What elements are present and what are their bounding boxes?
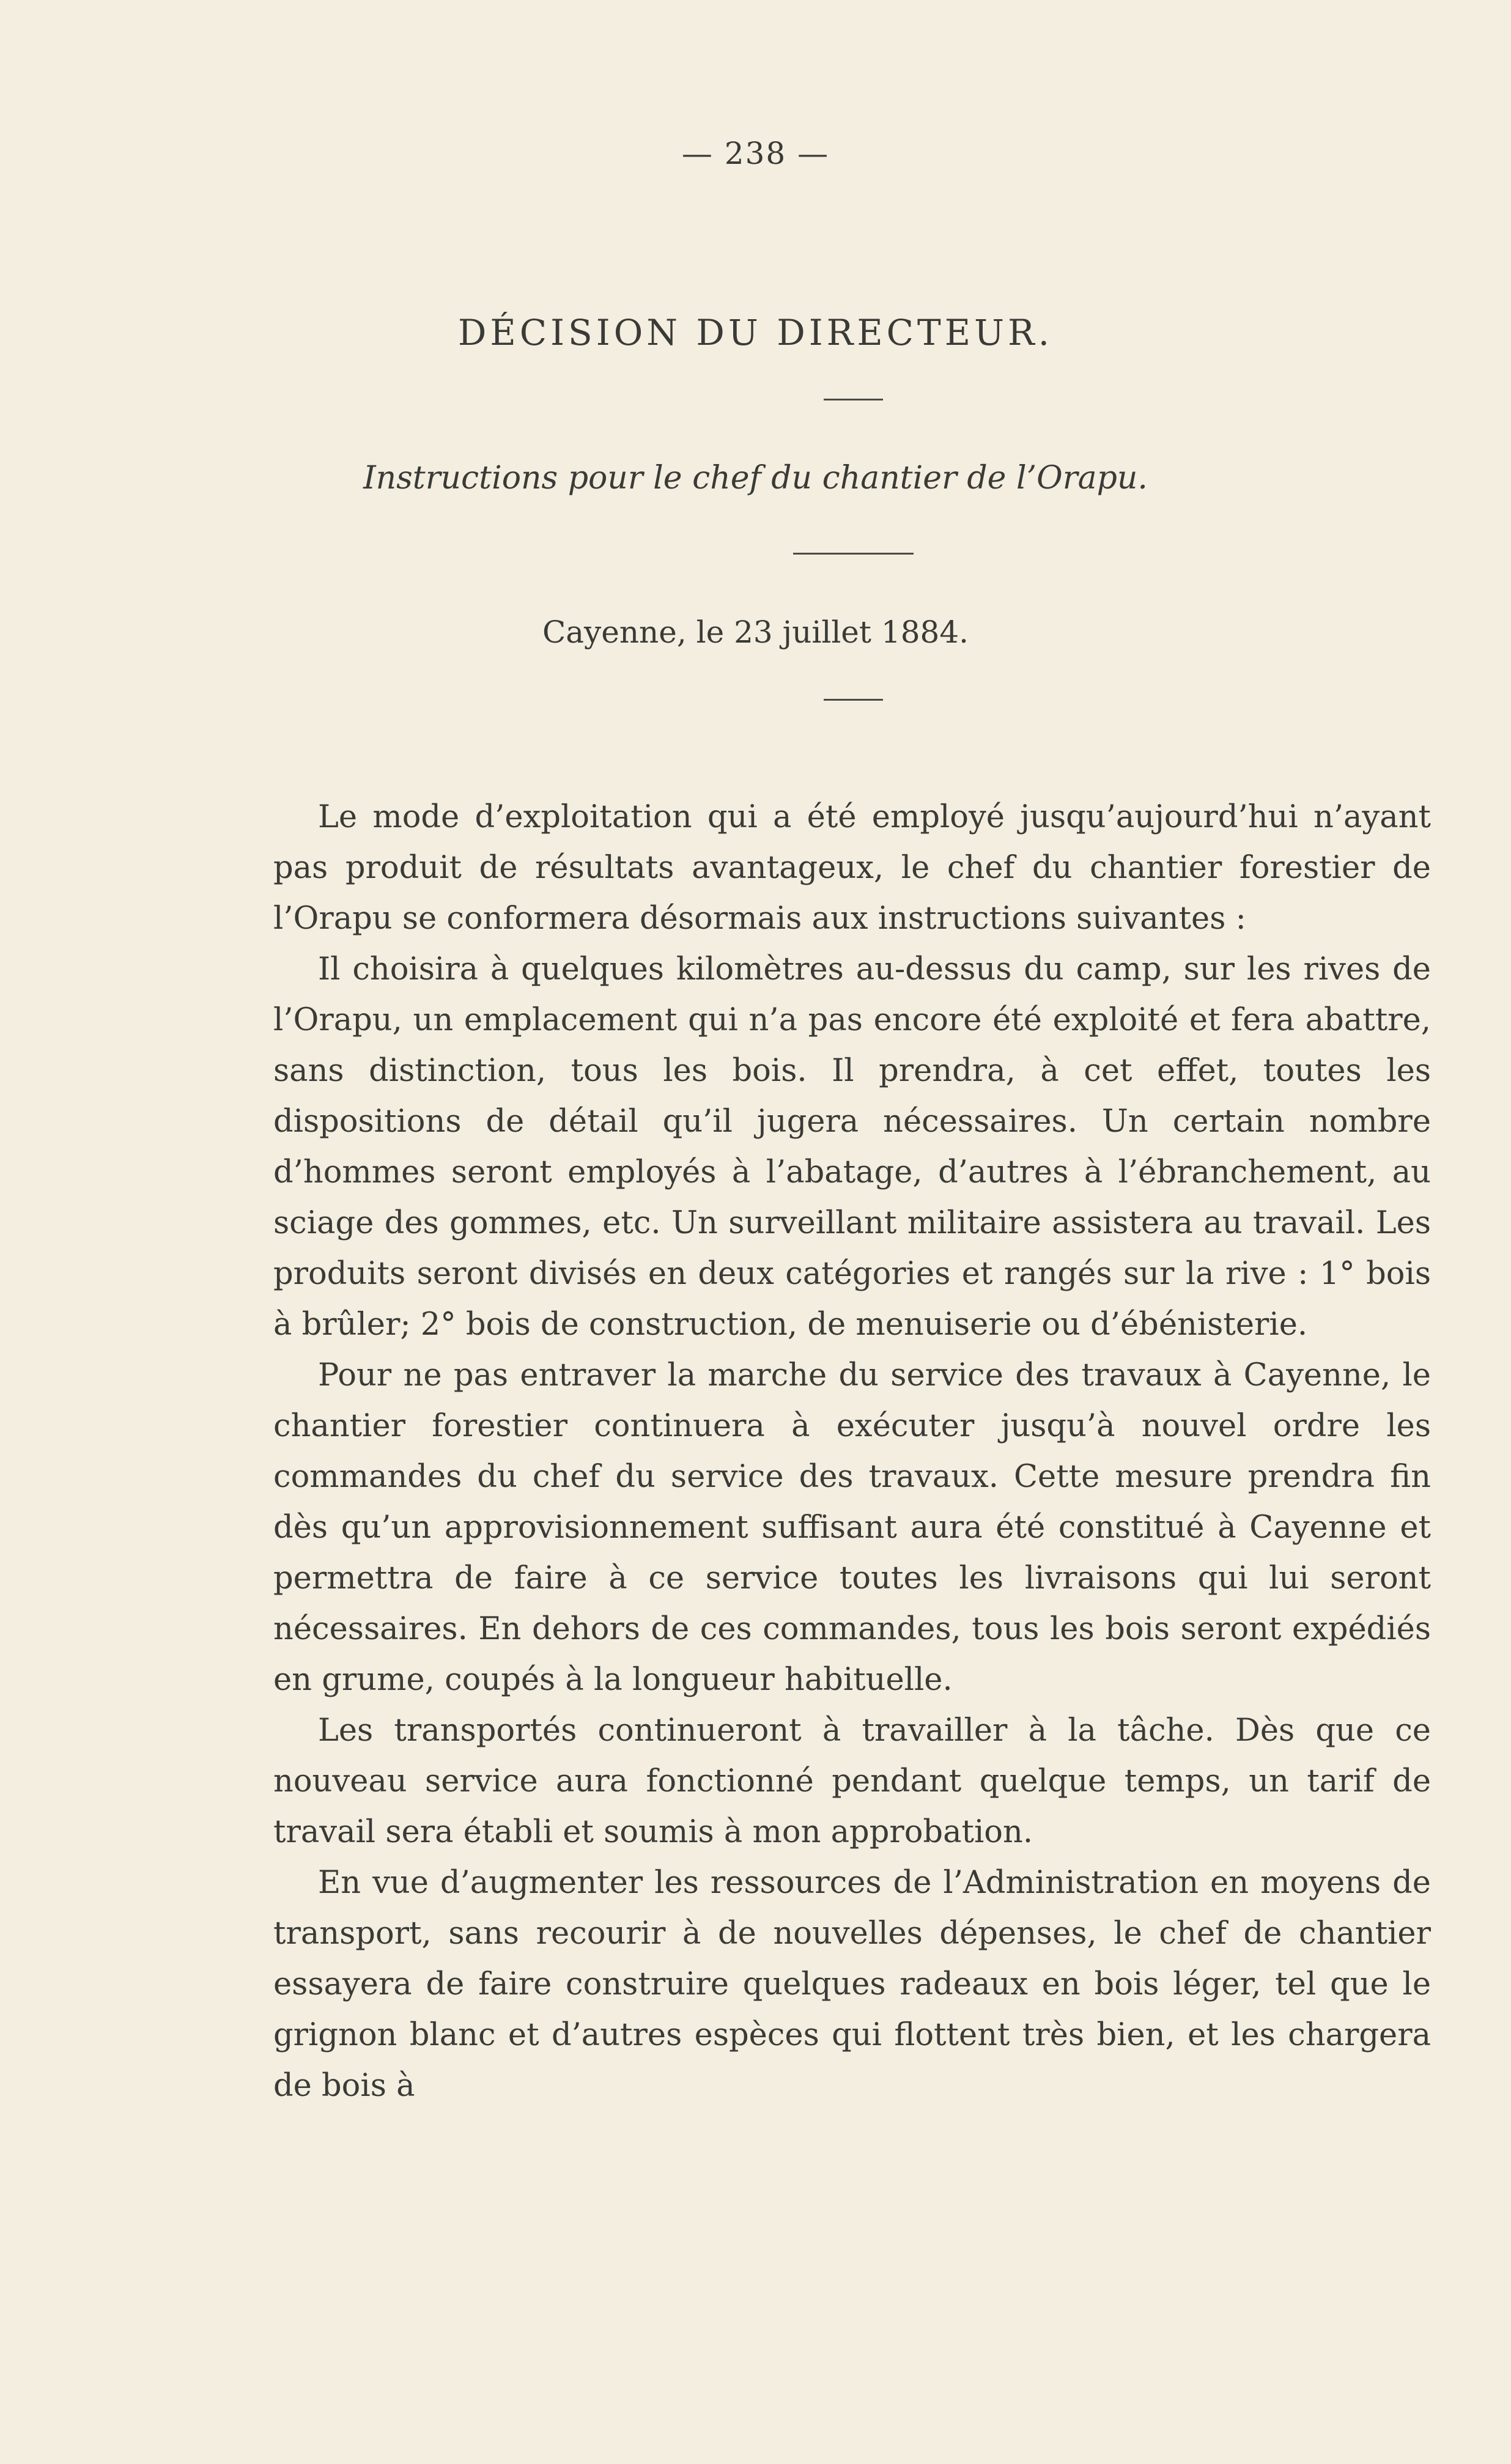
page-number: — 238 — — [681, 136, 830, 171]
dateline: Cayenne, le 23 juillet 1884. — [542, 614, 969, 650]
section-heading: DÉCISION DU DIRECTEUR. — [457, 312, 1054, 353]
section-subtitle: Instructions pour le chef du chantier de l’Orapu. — [363, 460, 1148, 496]
divider-rule — [793, 553, 914, 555]
paragraph: Pour ne pas entraver la marche du service des travaux à Cayenne, le chantier forestier continuera à exécuter jusqu’à nouvel ordre les commandes du chef du service des travaux. Cette mesure prendra fin dès qu’un approvisionnement suffisant aura été constitué à Cayenne et permettra de faire à ce service toutes les livraisons qui lui seront nécessaires. En dehors de ces commandes, tous les bois seront expédiés en grume, coupés à la longueur habituelle. — [273, 1357, 1431, 1698]
paragraph: Les transportés continueront à travailler à la tâche. Dès que ce nouveau service aura fonctionné pendant quelque temps, un tarif de travail sera établi et soumis à mon approbation. — [273, 1713, 1431, 1850]
paragraph: Le mode d’exploitation qui a été employé jusqu’aujourd’hui n’ayant pas produit de résultats avantageux, le chef du chantier forestier de l’Orapu se conformera désormais aux instructions suivantes : — [273, 799, 1431, 937]
divider-rule — [824, 699, 883, 701]
divider-rule — [824, 399, 883, 400]
body-text — [273, 792, 1431, 2111]
paragraph: Il choisira à quelques kilomètres au-dessus du camp, sur les rives de l’Orapu, un emplacement qui n’a pas encore été exploité et fera abattre, sans distinction, tous les bois. Il prendra, à cet effet, toutes les dispositions de détail qu’il jugera nécessaires. Un certain nombre d’hommes seront employés à l’abatage, d’autres à l’ébranchement, au sciage des gommes, etc. Un surveillant militaire assistera au travail. Les produits seront divisés en deux catégories et rangés sur la rive : 1° bois à brûler; 2° bois de construction, de menuiserie ou d’ébénisterie. — [273, 951, 1431, 1343]
paragraph: En vue d’augmenter les ressources de l’Administration en moyens de transport, sans recourir à de nouvelles dépenses, le chef de chantier essayera de faire construire quelques radeaux en bois léger, tel que le grignon blanc et d’autres espèces qui flottent très bien, et les chargera de bois à — [273, 1865, 1431, 2104]
